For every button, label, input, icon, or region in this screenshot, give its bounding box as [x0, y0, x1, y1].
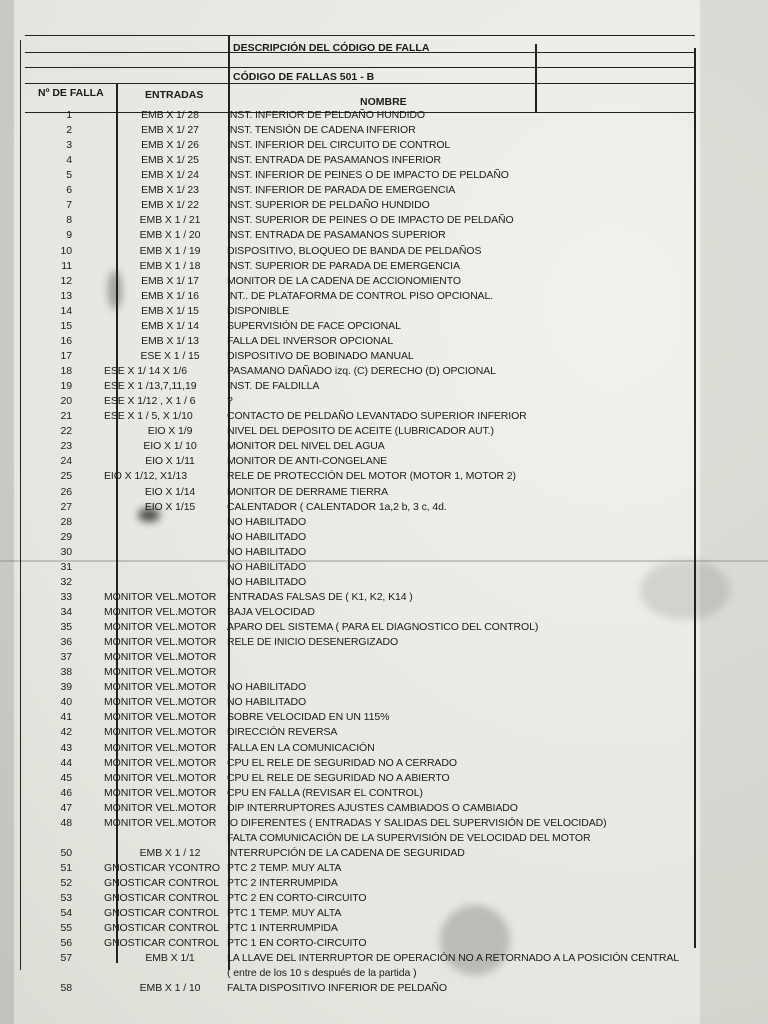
fault-number: 42	[60, 726, 72, 739]
fault-name: INST. ENTRADA DE PASAMANOS INFERIOR	[227, 154, 441, 167]
table-line	[25, 83, 695, 84]
fault-number: 15	[60, 319, 72, 332]
fault-input: ESE X 1 /13,7,11,19	[104, 380, 197, 393]
fault-input: MONITOR VEL.MOTOR	[104, 741, 217, 754]
column-divider	[535, 44, 537, 112]
fault-input: EMB X 1 / 21	[139, 214, 201, 227]
fault-name: CPU EL RELE DE SEGURIDAD NO A CERRADO	[227, 756, 457, 769]
fault-number: 57	[60, 952, 72, 965]
fault-name: MONITOR DE LA CADENA DE ACCIONOMIENTO	[227, 274, 461, 287]
fault-name: DISPONIBLE	[227, 304, 290, 317]
fault-name: DIRECCIÓN REVERSA	[227, 726, 338, 739]
fault-number: 19	[60, 380, 72, 393]
fault-number: 3	[66, 139, 72, 152]
fault-name: INST. TENSIÓN DE CADENA INFERIOR	[227, 124, 416, 137]
fault-name: PTC 1 EN CORTO-CIRCUITO	[227, 937, 367, 950]
description-title: DESCRIPCIÓN DEL CÓDIGO DE FALLA	[233, 42, 430, 54]
fault-number: 31	[60, 560, 72, 573]
fault-input: EIO X 1/ 10	[143, 440, 197, 453]
fault-name: BAJA VELOCIDAD	[227, 605, 315, 618]
fault-input: EIO X 1/11	[145, 455, 195, 468]
fault-name: INST. DE FALDILLA	[227, 380, 320, 393]
fault-number: 27	[60, 500, 72, 513]
fault-number: 50	[60, 846, 72, 859]
fault-number: 11	[61, 259, 72, 272]
fault-number: 16	[60, 334, 72, 347]
fault-number: 36	[60, 636, 72, 649]
fault-name: FALLA EN LA COMUNICACIÓN	[227, 741, 375, 754]
fault-name: NO HABILITADO	[227, 530, 307, 543]
fault-input: EMB X 1 / 10	[139, 982, 201, 995]
fault-input: GNOSTICAR YCONTRO	[104, 862, 220, 874]
fault-number: 17	[60, 349, 72, 362]
fault-input: GNOSTICAR CONTROL	[104, 892, 219, 905]
fault-name: INTERRUPCIÓN DE LA CADENA DE SEGURIDAD	[227, 846, 465, 859]
fault-name: NO HABILITADO	[227, 515, 307, 528]
fault-name: RELE DE INICIO DESENERGIZADO	[227, 636, 399, 649]
fault-input: MONITOR VEL.MOTOR	[104, 786, 217, 799]
fault-input: GNOSTICAR CONTROL	[104, 877, 219, 890]
fault-number: 38	[60, 666, 72, 679]
fault-input: MONITOR VEL.MOTOR	[104, 590, 217, 603]
fault-name: INST. SUPERIOR DE PARADA DE EMERGENCIA	[227, 259, 460, 272]
fault-number: 2	[66, 124, 72, 137]
fault-number: 55	[60, 922, 72, 935]
fault-number: 45	[60, 771, 72, 784]
fault-input: MONITOR VEL.MOTOR	[104, 651, 217, 664]
fault-input: EIO X 1/12, X1/13	[104, 470, 187, 483]
fault-name: CPU EN FALLA (REVISAR EL CONTROL)	[227, 786, 423, 799]
fault-number: 9	[66, 229, 72, 242]
fault-number: 32	[60, 575, 72, 588]
fault-number: 37	[60, 651, 72, 664]
fault-number: 34	[60, 605, 72, 618]
fault-name: DISPOSITIVO, BLOQUEO DE BANDA DE PELDAÑOS	[227, 244, 482, 257]
column-header-entradas: ENTRADAS	[145, 89, 204, 101]
fault-input: EMB X 1/ 28	[141, 109, 199, 121]
fault-input: ESE X 1 / 15	[140, 349, 200, 362]
fault-input: EIO X 1/14	[144, 485, 196, 498]
fault-name: PTC 2 EN CORTO-CIRCUITO	[227, 892, 367, 905]
fault-input: MONITOR VEL.MOTOR	[104, 681, 217, 694]
fault-name: ENTRADAS FALSAS DE ( K1, K2, K14 )	[227, 590, 413, 603]
fault-number: 18	[60, 365, 72, 378]
fault-name: PTC 1 TEMP. MUY ALTA	[227, 907, 342, 920]
fault-input: MONITOR VEL.MOTOR	[104, 816, 217, 829]
fault-number: 46	[60, 786, 72, 799]
table-line	[25, 67, 695, 68]
fault-number: 56	[60, 937, 72, 950]
fault-input: EMB X 1/ 24	[141, 169, 199, 182]
fault-number: 53	[60, 892, 72, 905]
fault-number: 33	[60, 590, 72, 603]
fault-name: INST. ENTRADA DE PASAMANOS SUPERIOR	[227, 229, 446, 242]
fault-name: ?	[227, 395, 233, 408]
fault-name: SOBRE VELOCIDAD EN UN 115%	[227, 711, 390, 724]
fault-number: 40	[60, 696, 72, 709]
fault-input: MONITOR VEL.MOTOR	[104, 801, 217, 814]
fault-input: ESE X 1/ 14 X 1/6	[104, 365, 187, 378]
fault-name: NO HABILITADO	[227, 696, 307, 709]
fault-input: ESE X 1 / 5, X 1/10	[104, 410, 193, 423]
fault-name: NO HABILITADO	[227, 560, 307, 573]
fault-number: 48	[60, 816, 72, 829]
fault-input: EIO X 1/9	[147, 425, 193, 438]
fault-name: CPU EL RELE DE SEGURIDAD NO A ABIERTO	[227, 771, 450, 784]
fault-name: INST. INFERIOR DE PELDAÑO HUNDIDO	[227, 109, 425, 121]
fault-name: DISPOSITIVO DE BOBINADO MANUAL	[227, 349, 414, 362]
fault-number: 8	[66, 214, 72, 227]
right-edge-wear	[700, 0, 768, 1024]
fault-input: EMB X 1/ 25	[141, 154, 199, 167]
fault-name: INST. SUPERIOR DE PELDAÑO HUNDIDO	[227, 199, 430, 212]
fault-number: 12	[60, 274, 72, 287]
fault-name: NO HABILITADO	[227, 545, 307, 558]
fault-number: 30	[60, 545, 72, 558]
fault-number: 20	[60, 395, 72, 408]
fault-input: EMB X 1/ 14	[141, 319, 199, 332]
fault-number: 6	[66, 184, 72, 197]
column-header-number: Nº DE FALLA	[38, 87, 104, 99]
fault-number: 29	[60, 530, 72, 543]
fault-number: 54	[60, 907, 72, 920]
fault-number: 35	[60, 621, 72, 634]
fault-name: INST. SUPERIOR DE PEINES O DE IMPACTO DE PELDAÑO	[227, 214, 514, 227]
fault-input: EMB X 1/ 22	[141, 199, 199, 212]
fault-input: EMB X 1/ 13	[141, 334, 199, 347]
fault-input: EMB X 1/ 17	[141, 274, 199, 287]
fault-input: MONITOR VEL.MOTOR	[104, 756, 217, 769]
fault-number: 44	[60, 756, 72, 769]
fault-name: PTC 2 INTERRUMPIDA	[227, 877, 338, 890]
table-border-left	[20, 40, 21, 970]
fault-number: 47	[60, 801, 72, 814]
fault-input: MONITOR VEL.MOTOR	[104, 666, 217, 679]
fault-name: NO HABILITADO	[227, 681, 307, 694]
fault-number: 39	[60, 681, 72, 694]
fault-input: EMB X 1/1	[145, 952, 195, 965]
fault-number: 51	[60, 862, 72, 874]
fault-number: 5	[66, 169, 72, 182]
fault-input: EMB X 1/ 15	[141, 304, 199, 317]
left-edge-wear	[0, 0, 14, 1024]
fault-number: 52	[60, 877, 72, 890]
fault-number: 41	[60, 711, 72, 724]
table-border-top	[25, 35, 695, 36]
code-title: CÓDIGO DE FALLAS 501 - B	[233, 71, 375, 83]
fault-number: 58	[60, 982, 72, 995]
fault-input: MONITOR VEL.MOTOR	[104, 605, 217, 618]
fault-input: GNOSTICAR CONTROL	[104, 907, 219, 920]
fault-name: INT.. DE PLATAFORMA DE CONTROL PISO OPCIONAL.	[227, 289, 494, 302]
fault-input: EMB X 1/ 23	[141, 184, 199, 197]
fault-input: MONITOR VEL.MOTOR	[104, 771, 217, 784]
fault-name: IO DIFERENTES ( ENTRADAS Y SALIDAS DEL SUPERVISIÓN DE VELOCIDAD)	[227, 816, 607, 829]
fault-number: 7	[66, 199, 72, 212]
fault-name: APARO DEL SISTEMA ( PARA EL DIAGNOSTICO DEL CONTROL)	[227, 621, 539, 634]
fault-input: MONITOR VEL.MOTOR	[104, 726, 217, 739]
fault-input: MONITOR VEL.MOTOR	[104, 696, 217, 709]
fault-input: EMB X 1/ 26	[141, 139, 199, 152]
fault-number: 28	[60, 515, 72, 528]
fault-name: INST. INFERIOR DE PEINES O DE IMPACTO DE PELDAÑO	[227, 169, 509, 182]
fault-number: 23	[60, 440, 72, 453]
fault-number: 14	[60, 304, 72, 317]
fault-name: CALENTADOR ( CALENTADOR 1a,2 b, 3 c, 4d.	[227, 500, 447, 513]
fault-number: 22	[60, 425, 72, 438]
fault-name: MONITOR DEL NIVEL DEL AGUA	[227, 440, 385, 453]
fault-name: LA LLAVE DEL INTERRUPTOR DE OPERACIÓN NO A RETORNADO A LA POSICIÓN CENTRAL	[227, 952, 680, 965]
fault-name: FALTA DISPOSITIVO INFERIOR DE PELDAÑO	[227, 982, 447, 995]
fault-input: EMB X 1 / 12	[139, 846, 201, 859]
fault-name: NO HABILITADO	[227, 575, 307, 588]
fault-input: EMB X 1 / 18	[139, 259, 201, 272]
fault-input: ESE X 1/12 , X 1 / 6	[104, 395, 196, 408]
fault-name: PASAMANO DAÑADO izq. (C) DERECHO (D) OPCIONAL	[227, 365, 496, 378]
fault-input: EMB X 1/ 16	[141, 289, 199, 302]
table-border-right	[694, 48, 696, 948]
fault-name: FALLA DEL INVERSOR OPCIONAL	[227, 334, 394, 347]
fault-name: ( entre de los 10 s después de la partida )	[227, 967, 417, 980]
fault-name: FALTA COMUNICACIÓN DE LA SUPERVISIÓN DE VELOCIDAD DEL MOTOR	[227, 831, 591, 844]
fault-name: INST. INFERIOR DEL CIRCUITO DE CONTROL	[227, 139, 451, 152]
column-header-nombre: NOMBRE	[360, 96, 407, 108]
fault-name: RELE DE PROTECCIÓN DEL MOTOR (MOTOR 1, MOTOR 2)	[227, 470, 516, 483]
fault-number: 26	[60, 485, 72, 498]
fault-number: 4	[66, 154, 72, 167]
fault-name: CONTACTO DE PELDAÑO LEVANTADO SUPERIOR INFERIOR	[227, 410, 527, 423]
fault-number: 10	[60, 244, 72, 257]
fault-input: GNOSTICAR CONTROL	[104, 937, 219, 950]
fault-number: 24	[60, 455, 72, 468]
fault-number: 1	[66, 109, 72, 121]
fault-input: MONITOR VEL.MOTOR	[104, 621, 217, 634]
fault-name: PTC 1 INTERRUMPIDA	[227, 922, 338, 935]
fault-input: GNOSTICAR CONTROL	[104, 922, 219, 935]
fault-name: INST. INFERIOR DE PARADA DE EMERGENCIA	[227, 184, 456, 197]
fault-input: EIO X 1/15	[144, 500, 196, 513]
fault-number: 43	[60, 741, 72, 754]
fault-name: MONITOR DE ANTI-CONGELANE	[227, 455, 388, 468]
fault-input: EMB X 1 / 19	[139, 244, 201, 257]
fault-input: EMB X 1 / 20	[139, 229, 201, 242]
fault-number: 13	[60, 289, 72, 302]
fault-name: NIVEL DEL DEPOSITO DE ACEITE (LUBRICADOR AUT.)	[227, 425, 494, 438]
fault-name: PTC 2 TEMP. MUY ALTA	[227, 862, 342, 874]
fault-input: MONITOR VEL.MOTOR	[104, 711, 217, 724]
fault-name: MONITOR DE DERRAME TIERRA	[227, 485, 389, 498]
fault-input: EMB X 1/ 27	[141, 124, 199, 137]
fault-name: DIP INTERRUPTORES AJUSTES CAMBIADOS O CAMBIADO	[227, 801, 518, 814]
fault-name: SUPERVISIÓN DE FACE OPCIONAL	[227, 319, 401, 332]
ink-stain	[440, 905, 510, 975]
fault-number: 25	[60, 470, 72, 483]
fault-input: MONITOR VEL.MOTOR	[104, 636, 217, 649]
fault-number: 21	[60, 410, 72, 423]
